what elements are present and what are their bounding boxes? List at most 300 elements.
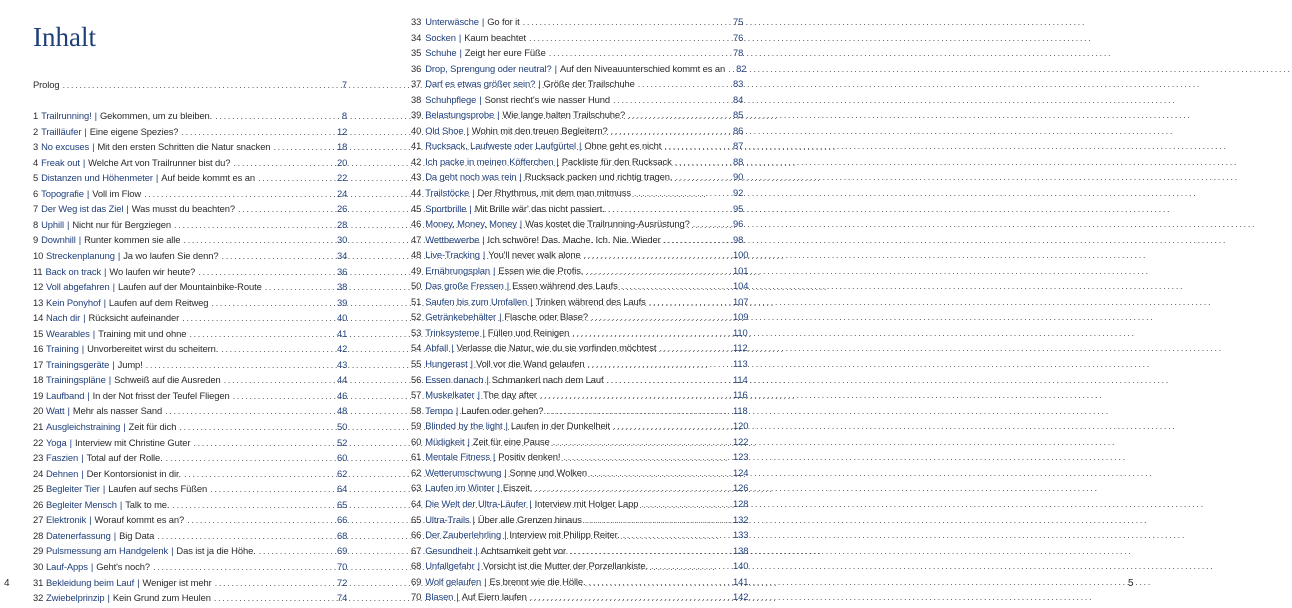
chapter-number: 65 bbox=[411, 513, 422, 525]
chapter-page: 104 bbox=[733, 280, 749, 292]
dot-leader bbox=[585, 514, 731, 525]
toc-entry bbox=[411, 218, 743, 234]
chapter-title: Ausgleichstraining bbox=[46, 421, 121, 433]
toc-entry bbox=[33, 188, 347, 204]
chapter-number: 21 bbox=[33, 421, 44, 433]
page-title: Inhalt bbox=[33, 22, 96, 52]
toc-entries-right bbox=[411, 16, 749, 607]
toc-entry bbox=[33, 530, 347, 546]
chapter-number: 36 bbox=[411, 62, 422, 74]
separator: | bbox=[459, 47, 462, 59]
toc-entry bbox=[411, 264, 749, 281]
chapter-number: 38 bbox=[411, 93, 422, 105]
separator: | bbox=[579, 140, 582, 152]
chapter-number: 49 bbox=[411, 264, 422, 276]
chapter-number: 39 bbox=[411, 109, 422, 121]
chapter-title: Getränkebehälter bbox=[425, 311, 497, 323]
dot-leader bbox=[189, 328, 335, 339]
chapter-page: 101 bbox=[733, 264, 749, 276]
chapter-number: 42 bbox=[411, 155, 422, 167]
dot-leader bbox=[530, 591, 731, 602]
chapter-number: 5 bbox=[33, 172, 39, 184]
chapter-number: 37 bbox=[411, 78, 422, 90]
chapter-title: Wolf gelaufen bbox=[425, 575, 482, 587]
toc-entry bbox=[411, 125, 743, 141]
chapter-number: 63 bbox=[411, 482, 422, 494]
toc-entry bbox=[411, 435, 749, 452]
chapter-number: 6 bbox=[33, 187, 39, 199]
separator: | bbox=[467, 435, 470, 447]
toc-entry bbox=[33, 172, 347, 188]
chapter-number: 46 bbox=[411, 218, 422, 230]
toc-entry bbox=[411, 326, 748, 343]
toc-entry bbox=[411, 16, 743, 32]
toc-entry bbox=[33, 203, 347, 219]
toc-entry bbox=[411, 171, 743, 187]
chapter-title: Elektronik bbox=[46, 514, 87, 526]
chapter-page: 12 bbox=[337, 125, 348, 137]
chapter-page: 78 bbox=[733, 47, 744, 59]
toc-entry bbox=[33, 312, 347, 328]
chapter-number: 13 bbox=[33, 296, 44, 308]
chapter-title: Müdigkeit bbox=[425, 435, 465, 447]
chapter-title: Bekleidung beim Lauf bbox=[46, 576, 135, 588]
toc-entry bbox=[411, 249, 749, 265]
dot-leader bbox=[588, 358, 731, 369]
dot-leader bbox=[569, 545, 731, 556]
separator: | bbox=[117, 250, 121, 262]
separator: | bbox=[81, 343, 85, 355]
toc-entry bbox=[411, 187, 743, 203]
separator: | bbox=[92, 141, 95, 153]
chapter-subtitle: Jump! bbox=[117, 358, 143, 370]
chapter-page: 113 bbox=[733, 358, 748, 370]
chapter-page: 26 bbox=[337, 203, 348, 215]
chapter-number: 9 bbox=[33, 234, 39, 246]
chapter-subtitle: Packliste für den Rucksack bbox=[561, 155, 672, 167]
toc-entry bbox=[33, 592, 347, 608]
chapter-subtitle: Interview mit Holger Lapp bbox=[534, 497, 639, 509]
chapter-title: Zwiebelprinzip bbox=[46, 592, 105, 604]
dot-leader bbox=[222, 250, 336, 261]
chapter-title: Unfallgefahr bbox=[425, 560, 475, 572]
separator: | bbox=[529, 497, 532, 509]
chapter-page: 140 bbox=[733, 560, 749, 572]
dot-leader bbox=[659, 342, 731, 353]
toc-entry bbox=[411, 560, 749, 576]
separator: | bbox=[479, 93, 482, 105]
chapter-number: 12 bbox=[33, 281, 44, 293]
toc-entry bbox=[33, 452, 347, 468]
dot-leader bbox=[549, 47, 731, 58]
chapter-title: Yoga bbox=[46, 436, 67, 448]
toc-entry bbox=[33, 141, 347, 157]
chapter-page: 65 bbox=[337, 498, 348, 510]
dot-leader bbox=[182, 312, 335, 323]
chapter-title: Mentale Fitness bbox=[425, 451, 490, 463]
chapter-number: 30 bbox=[33, 560, 44, 572]
separator: | bbox=[112, 281, 116, 293]
chapter-title: Ich packe in meinen Köfferchen bbox=[425, 155, 554, 167]
chapter-page: 90 bbox=[733, 171, 744, 183]
chapter-subtitle: The day after bbox=[483, 389, 537, 401]
separator: | bbox=[477, 560, 480, 572]
chapter-page: 114 bbox=[733, 373, 748, 385]
toc-entry bbox=[411, 513, 749, 530]
chapter-title: No excuses bbox=[41, 141, 90, 153]
chapter-page: 126 bbox=[733, 482, 749, 494]
chapter-number: 35 bbox=[411, 47, 422, 59]
separator: | bbox=[69, 436, 72, 448]
chapter-number: 22 bbox=[33, 436, 44, 448]
chapter-number: 7 bbox=[33, 203, 39, 215]
toc-entry bbox=[33, 219, 347, 235]
separator: | bbox=[472, 187, 475, 199]
toc-entry bbox=[33, 561, 347, 577]
separator: | bbox=[475, 544, 478, 556]
dot-leader bbox=[187, 514, 335, 525]
toc-entries-left bbox=[33, 110, 347, 608]
toc-entry bbox=[411, 32, 743, 48]
chapter-title: Blasen bbox=[425, 591, 454, 603]
dot-leader bbox=[693, 218, 731, 229]
chapter-number: 27 bbox=[33, 514, 44, 526]
chapter-subtitle: Welche Art von Trailrunner bist du? bbox=[88, 156, 231, 168]
chapter-subtitle: Wo laufen wir heute? bbox=[109, 265, 196, 277]
chapter-page: 83 bbox=[733, 78, 744, 90]
chapter-subtitle: Gekommen, um zu bleiben. bbox=[99, 110, 213, 122]
separator: | bbox=[456, 591, 459, 603]
chapter-subtitle: Positiv denken! bbox=[498, 451, 561, 463]
chapter-title: Schuhpflege bbox=[425, 93, 477, 105]
separator: | bbox=[470, 358, 473, 370]
chapter-page: 69 bbox=[337, 545, 348, 557]
separator: | bbox=[81, 452, 84, 464]
toc-entry bbox=[33, 266, 347, 282]
chapter-subtitle: Eine eigene Spezies? bbox=[89, 125, 179, 137]
chapter-page: 76 bbox=[733, 31, 744, 43]
separator: | bbox=[504, 529, 507, 541]
dot-leader bbox=[529, 32, 731, 43]
chapter-subtitle: Was musst du beachten? bbox=[131, 203, 235, 215]
right-page bbox=[380, 0, 1134, 608]
chapter-subtitle: Wie lange halten Trailschuhe? bbox=[502, 109, 626, 121]
separator: | bbox=[108, 374, 112, 386]
dot-leader bbox=[628, 109, 731, 120]
chapter-title: Rucksack, Laufweste oder Laufgürtel bbox=[425, 140, 576, 152]
separator: | bbox=[87, 389, 90, 401]
chapter-title: Dehnen bbox=[46, 467, 79, 479]
separator: | bbox=[90, 560, 94, 572]
chapter-number: 67 bbox=[411, 544, 422, 556]
chapter-page: 52 bbox=[337, 436, 348, 448]
chapter-page: 141 bbox=[733, 575, 749, 587]
dot-leader bbox=[157, 530, 335, 541]
chapter-subtitle: Voll vor die Wand gelaufen bbox=[475, 358, 585, 370]
chapter-number: 17 bbox=[33, 358, 44, 370]
chapter-title: Belastungsprobe bbox=[425, 109, 495, 121]
chapter-title: Faszien bbox=[46, 452, 79, 464]
chapter-title: Money, Money, Money bbox=[425, 218, 517, 230]
chapter-number: 20 bbox=[33, 405, 44, 417]
separator: | bbox=[112, 358, 115, 370]
chapter-subtitle: Flasche oder Blase? bbox=[504, 311, 588, 323]
separator: | bbox=[492, 451, 496, 463]
chapter-number: 25 bbox=[33, 483, 44, 495]
toc-entry bbox=[33, 343, 347, 359]
chapter-number: 41 bbox=[411, 140, 422, 152]
toc-entry bbox=[33, 281, 347, 297]
chapter-subtitle: Rucksack packen und richtig tragen. bbox=[524, 171, 673, 183]
chapter-page: 120 bbox=[733, 420, 749, 432]
separator: | bbox=[102, 483, 106, 495]
chapter-title: Die Welt der Ultra-Läufer bbox=[425, 497, 527, 509]
chapter-title: Gesundheit bbox=[425, 544, 473, 556]
chapter-title: Tempo bbox=[425, 404, 453, 416]
toc-entry bbox=[411, 342, 748, 358]
toc-entry bbox=[411, 389, 748, 405]
chapter-page: 138 bbox=[733, 544, 749, 556]
chapter-title: Schuhe bbox=[425, 47, 457, 59]
chapter-title: Hungerast bbox=[425, 358, 468, 370]
dot-leader bbox=[535, 482, 731, 493]
dot-leader bbox=[224, 374, 335, 385]
dot-leader bbox=[563, 451, 731, 462]
chapter-page: 34 bbox=[337, 250, 348, 262]
dot-leader bbox=[641, 498, 731, 509]
chapter-subtitle: Ich schwöre! Das. Mache. Ich. Nie. Wieder bbox=[487, 233, 661, 245]
separator: | bbox=[484, 575, 487, 587]
dot-leader bbox=[675, 156, 731, 167]
separator: | bbox=[493, 264, 496, 276]
dot-leader bbox=[623, 529, 731, 540]
separator: | bbox=[538, 78, 541, 90]
chapter-page: 62 bbox=[337, 467, 348, 479]
dot-leader bbox=[649, 296, 731, 307]
separator: | bbox=[466, 124, 469, 136]
chapter-number: 68 bbox=[411, 560, 422, 572]
chapter-page: 30 bbox=[337, 234, 348, 246]
separator: | bbox=[482, 249, 486, 261]
chapter-title: Sportbrille bbox=[425, 202, 467, 214]
separator: | bbox=[82, 156, 86, 168]
chapter-subtitle: Der Kontorsionist in dir. bbox=[86, 467, 182, 479]
separator: | bbox=[107, 592, 110, 604]
chapter-page: 18 bbox=[337, 141, 348, 153]
chapter-title: Streckenplanung bbox=[46, 250, 115, 262]
chapter-page: 39 bbox=[337, 296, 348, 308]
toc-entry bbox=[33, 499, 347, 515]
chapter-page: 124 bbox=[733, 466, 749, 478]
chapter-title: Uphill bbox=[41, 218, 64, 230]
chapter-subtitle: Auf beide kommt es an bbox=[161, 172, 255, 184]
chapter-title: Ernährungsplan bbox=[425, 264, 491, 276]
chapter-title: Kein Ponyhof bbox=[46, 296, 101, 308]
chapter-title: Laufband bbox=[46, 389, 85, 401]
toc-entry bbox=[411, 575, 749, 592]
toc-entry bbox=[33, 297, 347, 313]
separator: | bbox=[455, 404, 459, 416]
chapter-title: Saufen bis zum Umfallen bbox=[425, 295, 528, 307]
chapter-page: 22 bbox=[337, 172, 348, 184]
dot-leader bbox=[589, 576, 731, 587]
dot-leader bbox=[238, 203, 335, 214]
chapter-page: 42 bbox=[337, 343, 348, 355]
chapter-title: Socken bbox=[425, 31, 456, 43]
chapter-title: Trinksysteme bbox=[425, 326, 480, 338]
chapter-page: 50 bbox=[337, 421, 348, 433]
chapter-number: 61 bbox=[411, 451, 422, 463]
separator: | bbox=[482, 326, 485, 338]
toc-entry bbox=[411, 358, 748, 374]
chapter-page: 88 bbox=[733, 155, 744, 167]
chapter-title: Back on track bbox=[45, 265, 102, 277]
chapter-subtitle: Interview mit Philipp Reiter. bbox=[509, 529, 620, 541]
chapter-subtitle: Füllen und Reinigen bbox=[487, 326, 570, 338]
chapter-title: Der Weg ist das Ziel bbox=[41, 203, 124, 215]
chapter-subtitle: Ja wo laufen Sie denn? bbox=[123, 250, 219, 262]
chapter-subtitle: Es brennt wie die Hölle. bbox=[489, 575, 586, 587]
chapter-title: Lauf-Apps bbox=[46, 560, 88, 572]
chapter-page: 84 bbox=[733, 93, 744, 105]
chapter-page: 96 bbox=[733, 218, 744, 230]
chapter-page: 107 bbox=[733, 295, 749, 307]
separator: | bbox=[86, 187, 90, 199]
page-number-left: 4 bbox=[4, 578, 10, 589]
dot-leader bbox=[258, 172, 335, 183]
dot-leader bbox=[153, 561, 335, 572]
dot-leader bbox=[572, 327, 731, 338]
chapter-number: 32 bbox=[33, 592, 44, 604]
chapter-number: 57 bbox=[411, 389, 422, 401]
dot-leader bbox=[183, 234, 335, 245]
dot-leader bbox=[198, 266, 335, 277]
chapter-number: 53 bbox=[411, 326, 422, 338]
chapter-title: Blinded by the light bbox=[425, 420, 503, 432]
separator: | bbox=[104, 265, 107, 277]
chapter-title: Das große Fressen bbox=[425, 280, 504, 292]
chapter-number: 45 bbox=[411, 202, 422, 214]
chapter-subtitle: Vorsicht ist die Mutter der Porzellankiste. bbox=[482, 560, 648, 572]
chapter-subtitle: Weniger ist mehr bbox=[142, 576, 212, 588]
chapter-subtitle: Verlasse die Natur, wie du sie vorfinden möchtest bbox=[456, 342, 657, 354]
dot-leader bbox=[523, 16, 731, 27]
chapter-number: 8 bbox=[33, 218, 39, 230]
chapter-page: 122 bbox=[733, 435, 749, 447]
chapter-subtitle: Wohin mit den treuen Begleitern? bbox=[471, 124, 608, 136]
chapter-title: Downhill bbox=[41, 234, 76, 246]
chapter-number: 1 bbox=[33, 110, 39, 122]
dot-leader bbox=[621, 280, 731, 291]
chapter-number: 50 bbox=[411, 280, 422, 292]
dot-leader bbox=[611, 125, 731, 136]
chapter-subtitle: Was kostet die Trailrunning-Ausrüstung? bbox=[525, 218, 690, 230]
chapter-title: Live-Tracking bbox=[425, 249, 480, 261]
chapter-title: Nach dir bbox=[46, 312, 81, 324]
toc-entry bbox=[33, 250, 347, 266]
chapter-title: Muskelkater bbox=[425, 389, 475, 401]
chapter-number: 59 bbox=[411, 420, 422, 432]
separator: | bbox=[123, 421, 126, 433]
dot-leader bbox=[613, 94, 731, 105]
chapter-title: Pulsmessung am Handgelenk bbox=[46, 545, 169, 557]
toc-entry bbox=[411, 591, 749, 607]
chapter-subtitle: Mit den ersten Schritten die Natur snacken bbox=[97, 141, 271, 153]
separator: | bbox=[530, 295, 533, 307]
chapter-number: 58 bbox=[411, 404, 422, 416]
chapter-subtitle: Auf den Niveauunterschied kommt es an bbox=[559, 62, 726, 74]
chapter-title: Da geht noch was rein bbox=[425, 171, 517, 183]
chapter-title: Begleiter Mensch bbox=[46, 498, 117, 510]
dot-leader bbox=[540, 389, 731, 400]
left-page bbox=[0, 0, 380, 608]
chapter-page: 8 bbox=[341, 110, 347, 122]
toc-entry bbox=[411, 451, 749, 467]
chapter-page: 98 bbox=[733, 233, 744, 245]
chapter-title: Unterwäsche bbox=[425, 16, 479, 27]
dot-leader bbox=[215, 577, 335, 588]
separator: | bbox=[556, 155, 559, 167]
separator: | bbox=[519, 171, 522, 183]
toc-entry bbox=[33, 514, 347, 530]
chapter-subtitle: Interview mit Christine Guter bbox=[74, 436, 191, 448]
chapter-subtitle: Geht's noch? bbox=[96, 560, 150, 572]
chapter-subtitle: Go for it bbox=[487, 16, 520, 27]
dot-leader bbox=[144, 188, 335, 199]
dot-leader bbox=[165, 405, 335, 416]
chapter-subtitle: In der Not frisst der Teufel Fliegen bbox=[92, 389, 230, 401]
chapter-subtitle: Worauf kommt es an? bbox=[94, 514, 185, 526]
dot-leader bbox=[63, 79, 336, 90]
chapter-page: 74 bbox=[337, 592, 348, 604]
chapter-subtitle: Zeit für eine Pause bbox=[472, 435, 550, 447]
dot-leader bbox=[210, 483, 335, 494]
chapter-number: 34 bbox=[411, 31, 422, 43]
chapter-page: 116 bbox=[733, 389, 748, 401]
chapter-number: 11 bbox=[33, 265, 43, 277]
chapter-number: 62 bbox=[411, 466, 422, 478]
chapter-page: 142 bbox=[733, 591, 749, 603]
chapter-subtitle: Schweiß auf die Ausreden bbox=[114, 374, 221, 386]
dot-leader bbox=[193, 437, 335, 448]
chapter-subtitle: Total auf der Rolle. bbox=[86, 452, 163, 464]
separator: | bbox=[137, 576, 140, 588]
toc-entry bbox=[33, 359, 347, 375]
chapter-number: 64 bbox=[411, 497, 422, 509]
chapter-page: 75 bbox=[733, 16, 744, 27]
separator: | bbox=[83, 312, 86, 324]
chapter-title: Voll abgefahren bbox=[46, 281, 110, 293]
chapter-number: 48 bbox=[411, 249, 422, 261]
toc-entry bbox=[33, 577, 347, 593]
dot-leader bbox=[211, 297, 335, 308]
toc-entry bbox=[411, 404, 748, 421]
chapter-title: Wettbewerbe bbox=[425, 233, 480, 245]
chapter-subtitle: Ohne geht es nicht bbox=[584, 140, 662, 152]
separator: | bbox=[554, 62, 557, 74]
toc-entry bbox=[33, 468, 347, 484]
chapter-title: Trainingsgeräte bbox=[46, 358, 110, 370]
chapter-page: 66 bbox=[337, 514, 348, 526]
chapter-number: 2 bbox=[33, 125, 39, 137]
separator: | bbox=[171, 545, 174, 557]
separator: | bbox=[113, 529, 117, 541]
chapter-page: 46 bbox=[337, 389, 348, 401]
dot-leader bbox=[181, 126, 335, 137]
dot-leader bbox=[586, 265, 731, 276]
chapter-subtitle: Runter kommen sie alle bbox=[84, 234, 181, 246]
chapter-title: Darf es etwas größer sein? bbox=[425, 78, 536, 90]
